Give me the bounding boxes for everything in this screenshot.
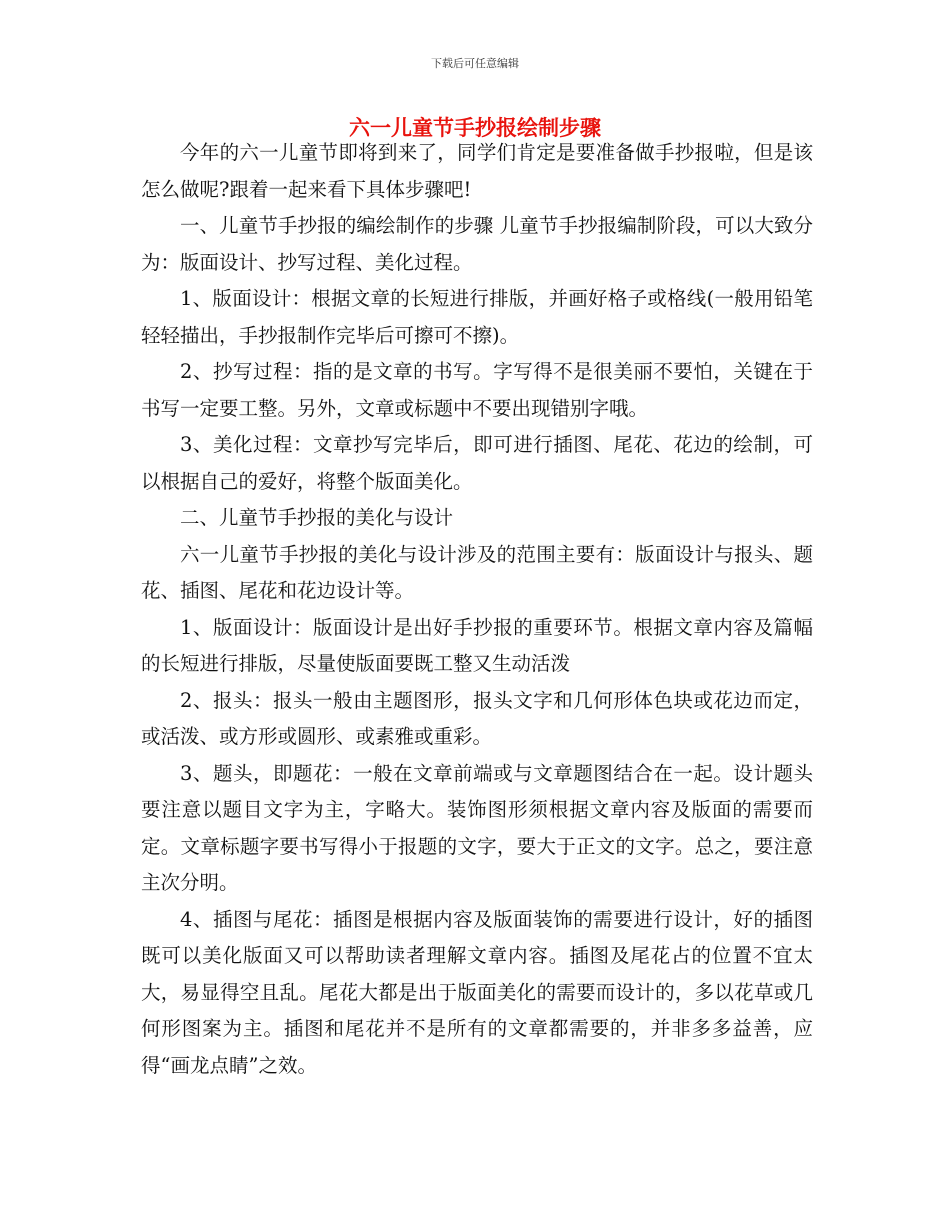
paragraph-illustration-tailpiece: 4、插图与尾花：插图是根据内容及版面装饰的需要进行设计，好的插图既可以美化版面又可以帮助读者理解文章内容。插图及尾花占的位置不宜太大，易显得空且乱。尾花大都是出于版面美化的需要而设计的，多以花草或几何形图案为主。插图和尾花并不是所有的文章都需要的，并非多多益善，应得“画龙点睛”之效。 (141, 907, 813, 1077)
paragraph-copying-process: 2、抄写过程：指的是文章的书写。字写得不是很美丽不要怕，关键在于书写一定要工整。另外，文章或标题中不要出现错别字哦。 (141, 360, 813, 420)
paragraph-section-2-heading: 二、儿童节手抄报的美化与设计 (180, 506, 454, 529)
paragraph-title-flower: 3、题头，即题花：一般在文章前端或与文章题图结合在一起。设计题头要注意以题目文字为主，字略大。装饰图形须根据文章内容及版面的需要而定。文章标题字要书写得小于报题的文字，要大于正文的文字。总之，要注意主次分明。 (141, 761, 813, 894)
document-body (141, 135, 813, 1084)
paragraph-intro: 今年的六一儿童节即将到来了，同学们肯定是要准备做手抄报啦，但是该怎么做呢?跟着一起来看下具体步骤吧! (141, 141, 813, 201)
header-note: 下载后可任意编辑 (431, 57, 519, 70)
paragraph-masthead: 2、报头：报头一般由主题图形，报头文字和几何形体色块或花边而定，或活泼、或方形或圆形、或素雅或重彩。 (141, 688, 813, 748)
paragraph-beautify-process: 3、美化过程：文章抄写完毕后，即可进行插图、尾花、花边的绘制，可以根据自己的爱好，将整个版面美化。 (141, 433, 813, 493)
paragraph-layout-design-2: 1、版面设计：版面设计是出好手抄报的重要环节。根据文章内容及篇幅的长短进行排版，尽量使版面要既工整又生动活泼 (141, 615, 813, 675)
paragraph-section-1-heading: 一、儿童节手抄报的编绘制作的步骤 儿童节手抄报编制阶段，可以大致分为：版面设计、抄写过程、美化过程。 (141, 214, 813, 274)
paragraph-section-2-intro: 六一儿童节手抄报的美化与设计涉及的范围主要有：版面设计与报头、题花、插图、尾花和花边设计等。 (141, 542, 813, 602)
paragraph-layout-design: 1、版面设计：根据文章的长短进行排版，并画好格子或格线(一般用铅笔轻轻描出，手抄报制作完毕后可擦可不擦)。 (141, 287, 813, 347)
document-title: 六一儿童节手抄报绘制步骤 (349, 116, 601, 140)
